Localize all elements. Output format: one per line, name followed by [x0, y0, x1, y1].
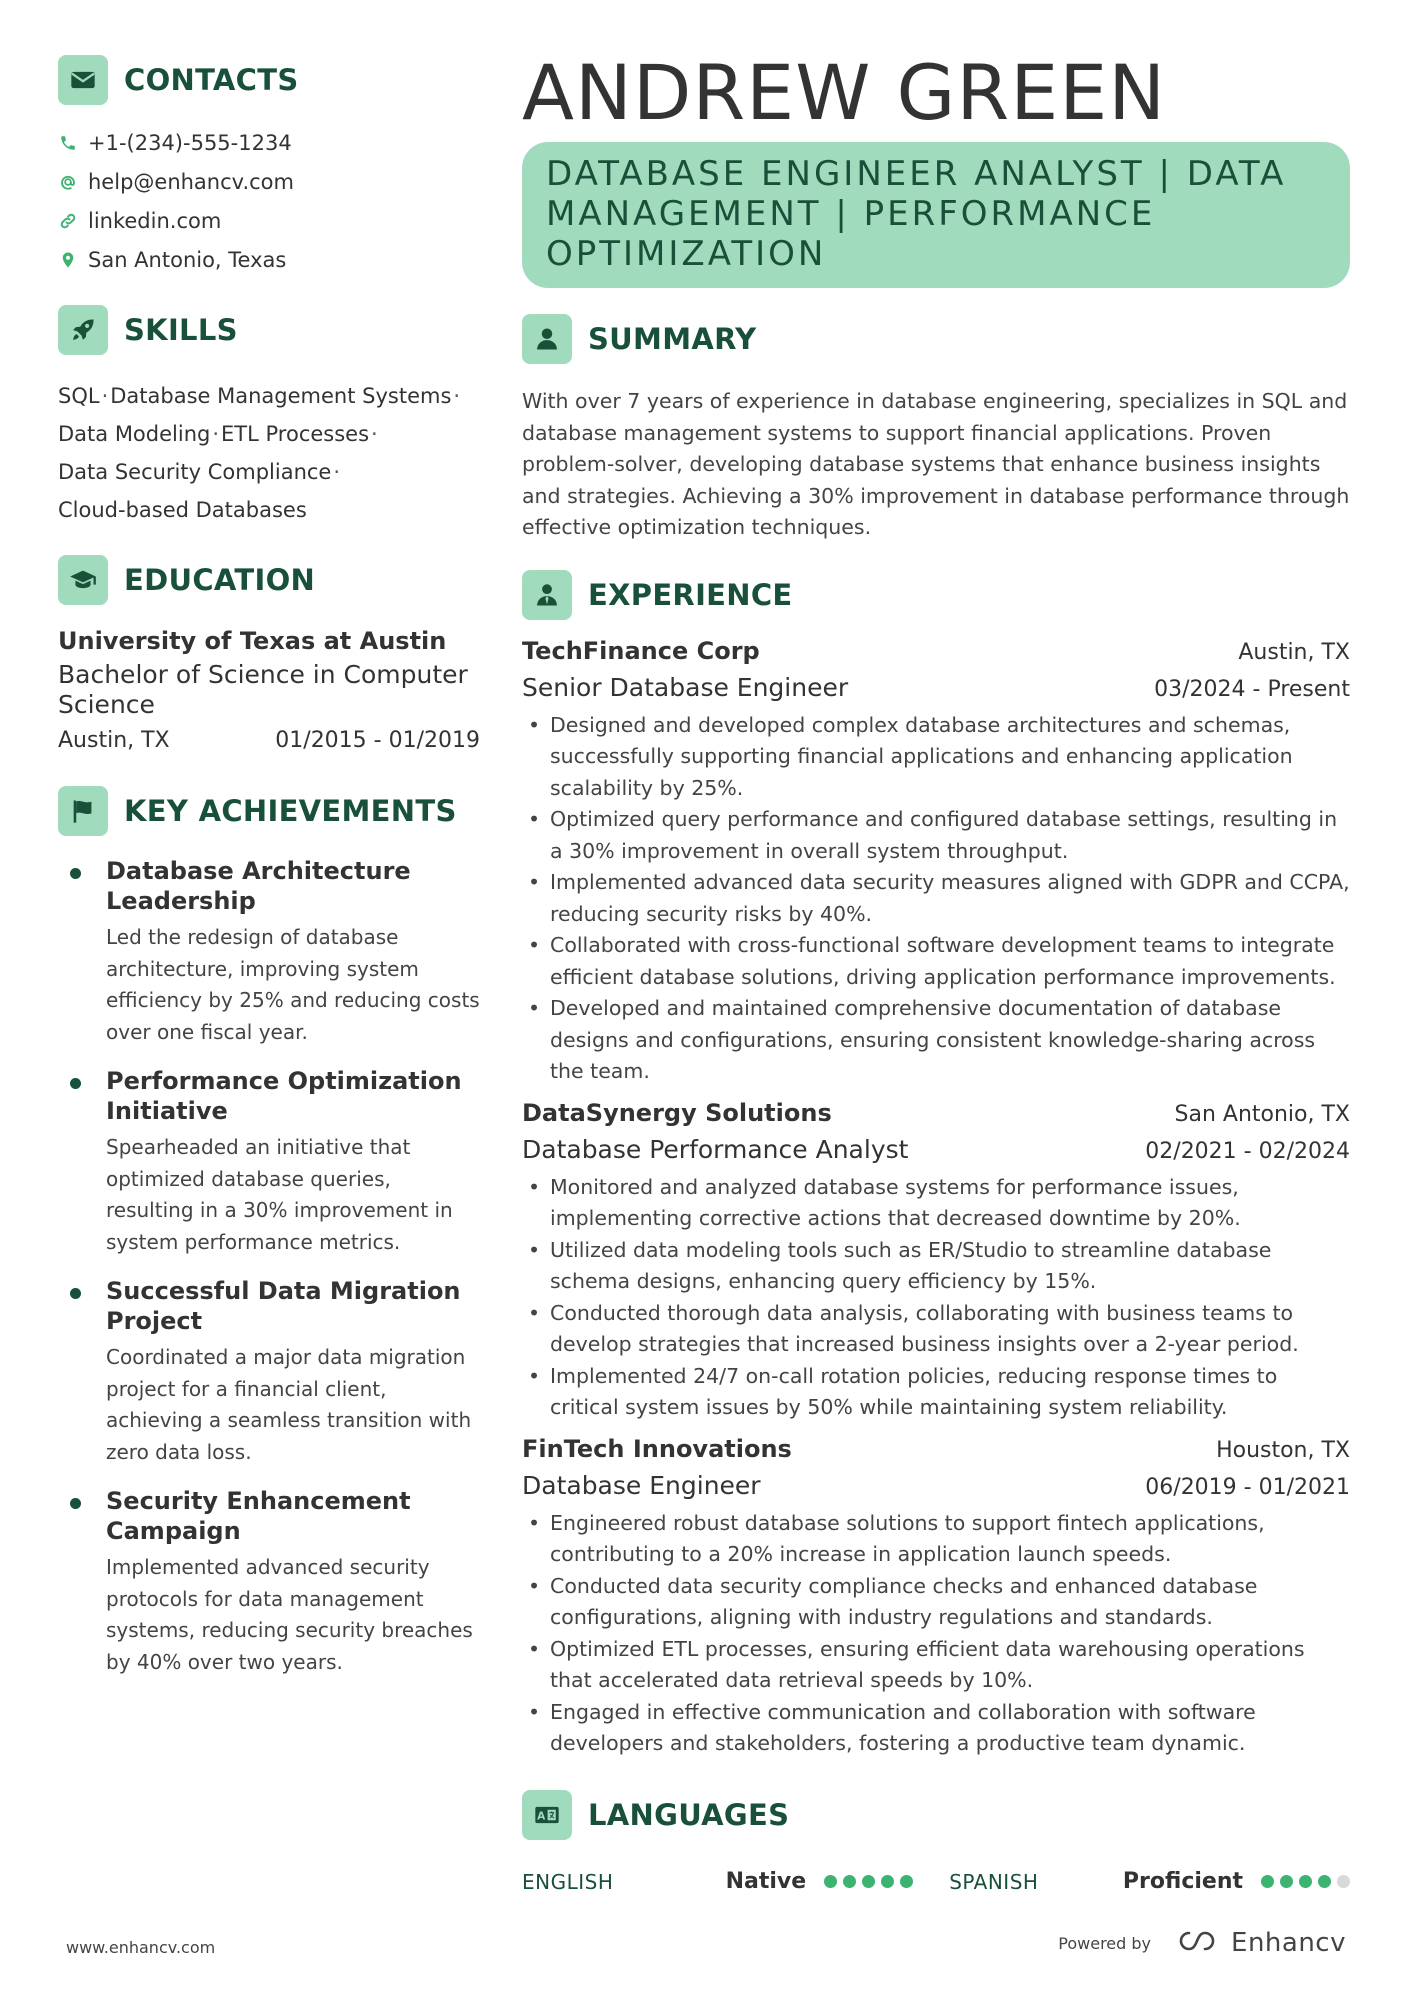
- job-bullets: [522, 710, 1350, 1088]
- bullet-dot: [70, 1288, 81, 1299]
- skill-item: Cloud-based Databases: [58, 498, 307, 522]
- user-icon: [522, 314, 572, 364]
- job-bullet: • Optimized ETL processes, ensuring efficient data warehousing operations that accelerated data retrieval speeds by 10%.: [522, 1634, 1350, 1697]
- skills-section-header: [58, 305, 480, 355]
- achievement-title: Successful Data Migration Project: [106, 1277, 461, 1335]
- language-level: Proficient: [1122, 1869, 1243, 1894]
- contact-location: [58, 240, 480, 279]
- rating-dot-filled: [900, 1875, 913, 1888]
- job-bullet: • Developed and maintained comprehensive documentation of database designs and configurations, ensuring consistent knowledge-sharing across the team.: [522, 993, 1350, 1088]
- summary-heading: SUMMARY: [588, 322, 757, 356]
- achievements-heading: KEY ACHIEVEMENTS: [124, 794, 457, 828]
- achievements-list: [58, 856, 480, 1678]
- candidate-name: ANDREW GREEN: [522, 48, 1167, 137]
- experience-section-header: [522, 570, 1350, 620]
- link-icon: [58, 211, 78, 231]
- enhancv-logo-icon: [1177, 1929, 1223, 1957]
- rating-dot-filled: [1318, 1875, 1331, 1888]
- rating-dot-filled: [843, 1875, 856, 1888]
- job-entry: [522, 1432, 1350, 1760]
- linkedin-text[interactable]: linkedin.com: [88, 208, 222, 233]
- job-bullet: • Utilized data modeling tools such as ER/Studio to streamline database schema designs, enhancing query efficiency by 15%.: [522, 1235, 1350, 1298]
- rocket-icon: [58, 305, 108, 355]
- job-bullet: • Implemented advanced data security measures aligned with GDPR and CCPA, reducing security risks by 40%.: [522, 867, 1350, 930]
- job-subheader-row: [522, 1132, 1350, 1170]
- job-title: Database Performance Analyst: [522, 1134, 909, 1164]
- bullet-dot: [70, 1078, 81, 1089]
- education-section-header: [58, 555, 480, 605]
- rating-dot-filled: [1261, 1875, 1274, 1888]
- achievement-title: Security Enhancement Campaign: [106, 1487, 411, 1545]
- job-bullet: • Implemented 24/7 on-call rotation policies, reducing response times to critical system issues by 50% while maintaining system reliability.: [522, 1361, 1350, 1424]
- job-bullet: • Monitored and analyzed database systems for performance issues, implementing corrective actions that decreased downtime by 20%.: [522, 1172, 1350, 1235]
- map-pin-icon: [58, 250, 78, 270]
- language-level: Native: [725, 1869, 807, 1894]
- skill-separator: ·: [333, 460, 341, 484]
- job-title: Senior Database Engineer: [522, 672, 849, 702]
- skills-heading: SKILLS: [124, 313, 238, 347]
- skill-item: ETL Processes: [221, 422, 370, 446]
- job-company: FinTech Innovations: [522, 1434, 792, 1463]
- skill-item: Data Modeling: [58, 422, 211, 446]
- footer-branding: [1058, 1928, 1346, 1958]
- language-rating: [824, 1875, 913, 1888]
- job-company: DataSynergy Solutions: [522, 1098, 832, 1127]
- skill-item: Database Management Systems: [110, 384, 452, 408]
- rating-dot-filled: [881, 1875, 894, 1888]
- skill-separator: ·: [212, 422, 220, 446]
- candidate-title-banner: DATABASE ENGINEER ANALYST | DATA MANAGEMENT | PERFORMANCE OPTIMIZATION: [522, 142, 1350, 288]
- left-column: [58, 55, 480, 1696]
- job-location: Austin, TX: [1238, 639, 1350, 665]
- languages-heading: LANGUAGES: [588, 1797, 790, 1832]
- achievement-title: Database Architecture Leadership: [106, 857, 411, 915]
- location-text: San Antonio, Texas: [88, 247, 287, 272]
- achievement-item: [58, 1276, 480, 1468]
- job-header-row: [522, 1096, 1350, 1132]
- job-company: TechFinance Corp: [522, 636, 760, 665]
- job-subheader-row: [522, 1468, 1350, 1506]
- skill-separator: ·: [371, 422, 378, 446]
- skill-separator: ·: [453, 384, 461, 408]
- achievement-description: Led the redesign of database architecture, improving system efficiency by 25% and reducing costs over one fiscal year.: [106, 925, 480, 1044]
- user-tie-icon: [522, 570, 572, 620]
- education-location: Austin, TX: [58, 728, 170, 753]
- contact-linkedin: [58, 201, 480, 240]
- job-entry: [522, 634, 1350, 1088]
- rating-dot-filled: [824, 1875, 837, 1888]
- skill-item: Data Security Compliance: [58, 460, 332, 484]
- rating-dot-filled: [1280, 1875, 1293, 1888]
- job-bullet: • Conducted data security compliance checks and enhanced database configurations, aligning with industry regulations and standards.: [522, 1571, 1350, 1634]
- skills-list: [58, 377, 480, 529]
- contact-phone: [58, 123, 480, 162]
- job-subheader-row: [522, 670, 1350, 708]
- job-bullets: [522, 1172, 1350, 1424]
- job-location: Houston, TX: [1216, 1437, 1350, 1463]
- education-degree: Bachelor of Science in Computer Science: [58, 660, 468, 719]
- job-bullet: • Engaged in effective communication and collaboration with software developers and stakeholders, fostering a productive team dynamic.: [522, 1697, 1350, 1760]
- footer-url[interactable]: www.enhancv.com: [66, 1938, 216, 1957]
- skill-item: SQL: [58, 384, 100, 408]
- contacts-heading: CONTACTS: [124, 63, 299, 97]
- job-dates: 02/2021 - 02/2024: [1145, 1138, 1350, 1164]
- achievement-description: Implemented advanced security protocols for data management systems, reducing security breaches by 40% over two years.: [106, 1555, 473, 1674]
- education-heading: EDUCATION: [124, 563, 316, 597]
- at-sign-icon: [58, 172, 78, 192]
- job-dates: 03/2024 - Present: [1154, 676, 1350, 702]
- education-school: University of Texas at Austin: [58, 627, 447, 655]
- achievement-title: Performance Optimization Initiative: [106, 1067, 462, 1125]
- job-bullets: [522, 1508, 1350, 1760]
- education-meta: [58, 726, 480, 756]
- bullet-dot: [70, 868, 81, 879]
- languages-section-header: [522, 1790, 1350, 1840]
- bullet-dot: [70, 1498, 81, 1509]
- achievement-item: [58, 1486, 480, 1678]
- email-text[interactable]: help@enhancv.com: [88, 169, 294, 194]
- right-column: [522, 50, 1350, 1902]
- job-bullet: • Engineered robust database solutions to support fintech applications, contributing to a 20% increase in application launch speeds.: [522, 1508, 1350, 1571]
- job-header-row: [522, 1432, 1350, 1468]
- contact-list: [58, 123, 480, 279]
- languages-row: [522, 1862, 1350, 1902]
- summary-section-header: [522, 314, 1350, 364]
- rating-dot-empty: [1337, 1875, 1350, 1888]
- phone-icon: [58, 133, 78, 153]
- rating-dot-filled: [862, 1875, 875, 1888]
- job-bullet: • Conducted thorough data analysis, collaborating with business teams to develop strategies that increased business insights over a 2-year period.: [522, 1298, 1350, 1361]
- phone-text: +1-(234)-555-1234: [88, 130, 292, 155]
- achievement-description: Coordinated a major data migration project for a financial client, achieving a seamless transition with zero data loss.: [106, 1345, 472, 1464]
- education-dates: 01/2015 - 01/2019: [275, 728, 480, 753]
- contacts-section-header: [58, 55, 480, 105]
- summary-text: With over 7 years of experience in database engineering, specializes in SQL and database management systems to support financial applications. Proven problem-solver, developing database systems that enhance business insights and strategies. Achieving a 30% improvement in database performance through effective optimization techniques.: [522, 389, 1350, 539]
- job-location: San Antonio, TX: [1174, 1101, 1350, 1127]
- svg-text:A: A: [537, 1810, 546, 1823]
- experience-heading: EXPERIENCE: [588, 577, 793, 612]
- achievement-description: Spearheaded an initiative that optimized database queries, resulting in a 30% improvement in system performance metrics.: [106, 1135, 453, 1254]
- envelope-icon: [58, 55, 108, 105]
- graduation-cap-icon: [58, 555, 108, 605]
- brand-name: Enhancv: [1231, 1928, 1346, 1958]
- powered-by-text: Powered by: [1058, 1933, 1152, 1953]
- language-rating: [1261, 1875, 1350, 1888]
- job-header-row: [522, 634, 1350, 670]
- achievement-item: [58, 856, 480, 1048]
- job-bullet: • Collaborated with cross-functional software development teams to integrate efficient database solutions, driving application performance improvements.: [522, 930, 1350, 993]
- flag-icon: [58, 786, 108, 836]
- job-bullet: • Optimized query performance and configured database settings, resulting in a 30% improvement in overall system throughput.: [522, 804, 1350, 867]
- skill-separator: ·: [101, 384, 109, 408]
- job-dates: 06/2019 - 01/2021: [1145, 1474, 1350, 1500]
- language-icon: [522, 1790, 572, 1840]
- job-bullet: • Designed and developed complex database architectures and schemas, successfully supporting financial applications and enhancing application scalability by 25%.: [522, 710, 1350, 805]
- rating-dot-filled: [1299, 1875, 1312, 1888]
- language-name: SPANISH: [949, 1869, 1039, 1894]
- achievement-item: [58, 1066, 480, 1258]
- job-title: Database Engineer: [522, 1470, 761, 1500]
- contact-email: [58, 162, 480, 201]
- job-entry: [522, 1096, 1350, 1424]
- achievements-section-header: [58, 786, 480, 836]
- language-name: ENGLISH: [522, 1869, 614, 1894]
